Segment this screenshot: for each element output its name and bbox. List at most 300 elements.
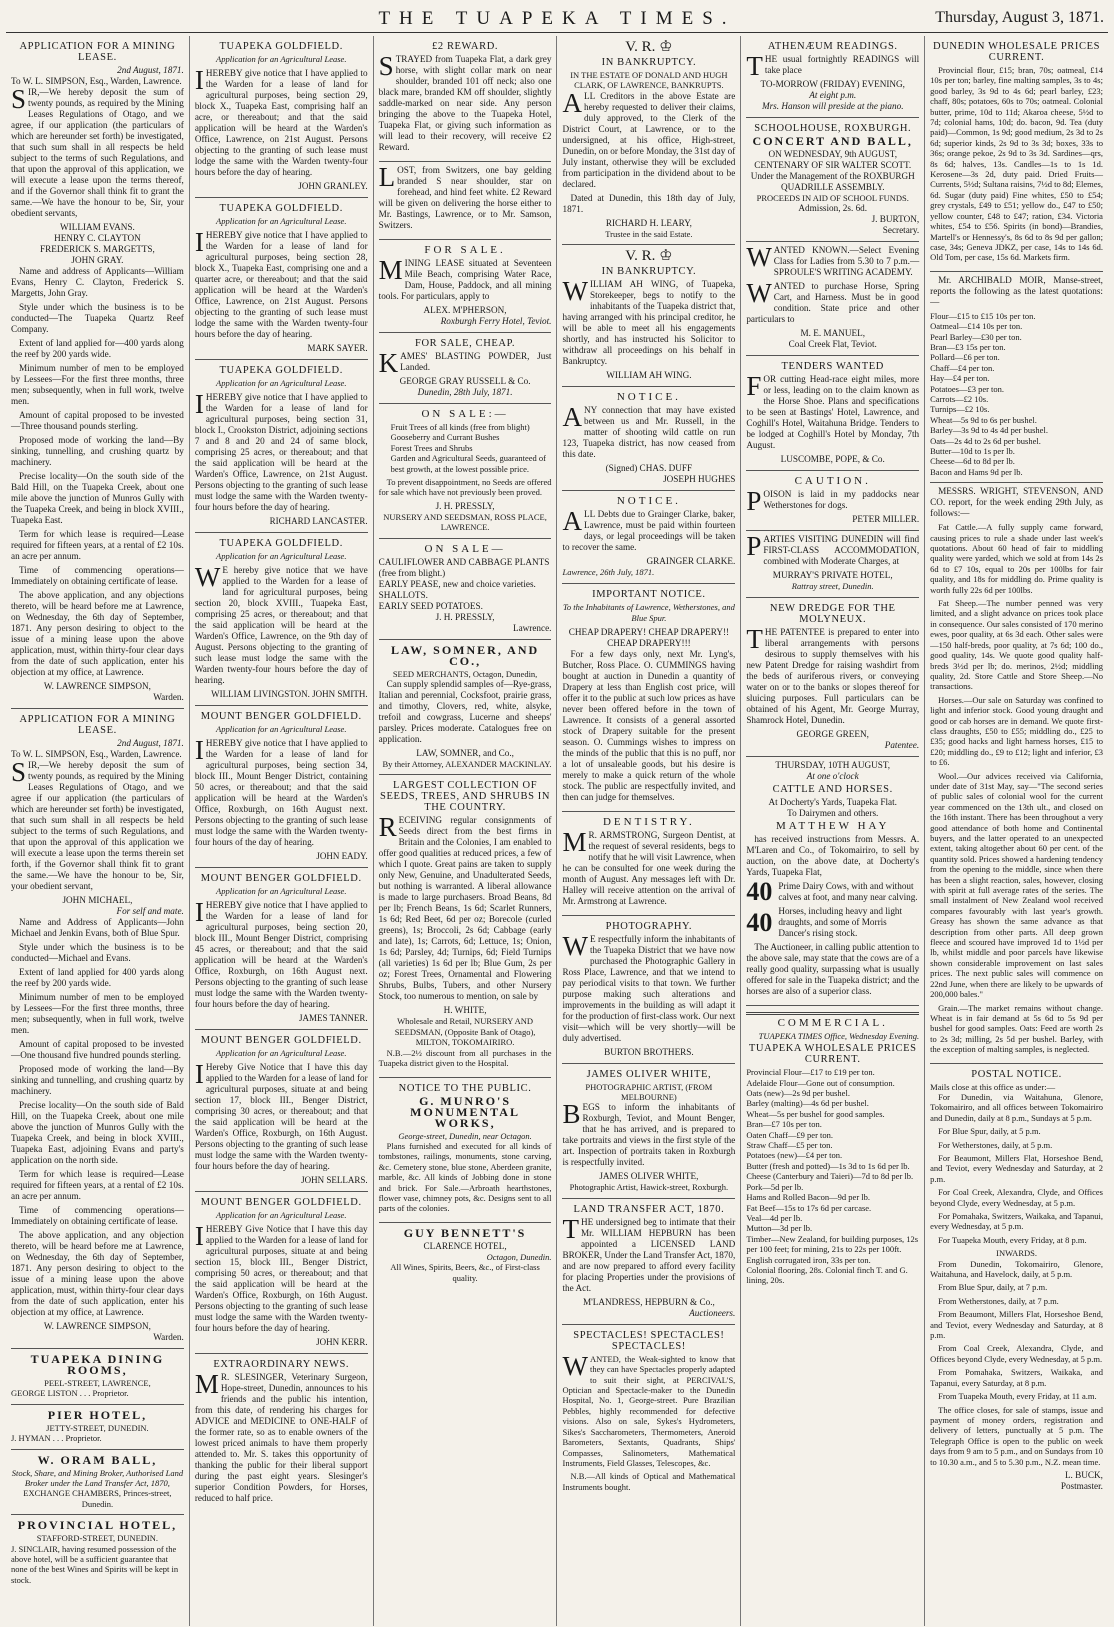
detail: Proposed mode of working the land—By sinking and tunnelling, and crushing quartz by machinery. [11, 1064, 184, 1096]
signature-place: Roxburgh Ferry Hotel, Teviot. [440, 316, 552, 326]
signature: JOSEPH HUGHES [663, 474, 736, 485]
extraordinary-news [195, 1354, 368, 1512]
business-address: STAFFORD-STREET, DUNEDIN. [36, 1533, 159, 1544]
ad-subheading: Application for an Agricultural Lease. [216, 1210, 347, 1220]
schedule-item: For Blue Spur, daily, at 5 p.m. [938, 1126, 1041, 1137]
schedule-item: From Pomahaka, Switzers, Waikaka, and Tapanui, every Saturday, at 8 p.m. [930, 1367, 1103, 1388]
signature: M. E. MANUEL, [800, 328, 866, 339]
ad-note: The Auctioneer, in calling public attention to the above sale, may state that the cows are of a really good quality, surpassing what is usually offered for sale in the Tuapeka district; and the horses are also of a superior class. [746, 941, 920, 996]
ad-heading: ON SALE:— [421, 408, 509, 420]
ad-heading: MOUNT BENGER GOLDFIELD. [200, 1197, 362, 1208]
list-item: SHALLOTS. [378, 589, 428, 600]
ad-subheading: To the Inhabitants of Lawrence, Wetherstones, and Blue Spur. [562, 601, 735, 623]
ad-body: FOR cutting Head-race eight miles, more or less, leading on to the claim known as the Horse Shoe. Plans and specifications to be seen at Bastings' Hotel, Lawrence, and Coghill's Hotel, Waitahuna Bridge. Tenders to be lodged at Coghill's Hotel by Monday, 7th August. [746, 371, 920, 451]
ad-body: Plans furnished and executed for all kinds of tombstones, railings, monuments, stone carving, &c. Cemetery stone, blue stone, Aberdeen granite, marble, &c. All kinds of Jobbing done in stone and brick. For Sale.—Arbroath hearthstones, flower vase, chimney pots, &c. Designs sent to all parts of the colonies. [378, 1140, 552, 1214]
report-paragraph: Grain.—The market remains without change. Wheat is in fair demand at 5s 6d to 5s 9d per bushel for good samples. Oats: Feed are worth 2s to 2s 3d; milling, 2s 5d per bushel. Barley, with the exception of malting samples, is neglected. [930, 1002, 1103, 1055]
office-line: TUAPEKA TIMES Office, Wednesday Evening. [758, 1030, 920, 1041]
detail: Minimum number of men to be employed by Lessees—For the first three months, three men; subsequently, when in full work, twelve men. [11, 992, 184, 1035]
lot-count: 40 [746, 907, 773, 937]
ad-body: WE hereby give notice that we have applied to the Warden for a lease of land for agricultural purposes, being section 20, block XVIII., Tuapeka East, comprising 25 acres, or thereabout; and that the said application will be heard at the Warden's Office, Lawrence, on the 9th day of August. Persons objecting to the granting of such lease must lodge the same with the Warden twenty-four hours before the day of hearing. [194, 562, 368, 685]
signature: MARK SAYER. [307, 343, 368, 353]
ad-body: BEGS to inform the inhabitants of Roxburgh, Teviot, and Mount Benger, that he has arrived, and is prepared to take portraits and views in the first style of the art. Inspection of portraits taken in Roxburgh is respectfully invited. [562, 1099, 736, 1168]
ad-heading: IN BANKRUPTCY. [601, 266, 697, 278]
ad-body: WANTED KNOWN.—Select Evening Class for Ladies from 5.30 to 7 p.m.—SPROULE'S WRITING ACADEMY. [746, 242, 920, 278]
pier-hotel-ad [11, 1405, 184, 1450]
ad-body: SIR,—We hereby deposit the sum of twenty pounds, as required by the Mining Leases Regulations of Otago, and we agree if our application (the particulars of which are hereunder set forth) be investigated, that such sum shall in all respects be held subject to the terms of such Regulations, and that upon the approval of this application we will execute a lease upon the terms therein set forth, if the Governor shall think fit to grant the same.—We have the honour to be, Sir, your obedient servant, [11, 757, 184, 891]
detail: Time of commencing operations—Immediately on obtaining certificate of lease. [11, 565, 184, 586]
ad-heading: IN BANKRUPTCY. [601, 57, 697, 68]
price-item: Potatoes—£3 per ton. [930, 383, 1005, 394]
ad-body: WANTED, the Weak-sighted to know that they can have Spectacles properly adapted to suit their sight, at PERCIVAL'S, Optician and Spectacle-maker to the Dunedin Hospital, No. 1, George-street. Pure Brazilian Pebbles, highly recommended for defective visions. Also on sale, Sykes's Hydrometers, Sikes's Saccharometers, Thermometers, Aneroid Barometers, Sextants, Quadrants, Ships' Compasses, Salinometers, Mathematical Instruments, Field Glasses, Telescopes, &c. [562, 1350, 736, 1468]
price-item: Bran—£7 10s per ton. [746, 1119, 822, 1130]
signature-role: Patentee. [884, 739, 920, 750]
mail-schedule [930, 1092, 1103, 1245]
price-item: Oatmeal—£14 10s per ton. [930, 321, 1023, 332]
ad-note: To prevent disappointment, no Seeds are offered for sale which have not previously been proved. [378, 477, 552, 498]
lot-description: Horses, including heavy and light draughts, and some of Morris Dancer's rising stock. [778, 905, 903, 938]
signature-role: Auctioneers. [689, 1307, 736, 1318]
detail: Term for which lease is required—Lease required for fifteen years, at a rental of £2 10s. an acre per annum. [11, 1169, 184, 1201]
goldfield-notice [195, 1030, 368, 1192]
ad-date: Dated at Dunedin, this 18th day of July, 1871. [562, 192, 736, 214]
ad-heading: ON SALE— [424, 542, 506, 555]
business-name: TUAPEKA DINING ROOMS, [30, 1352, 165, 1377]
signature: W. LAWRENCE SIMPSON, [43, 1321, 151, 1331]
ad-heading: LAND TRANSFER ACT, 1870. [573, 1203, 725, 1215]
photographic-artist-ad [562, 1064, 735, 1199]
signature: GRAINGER CLARKE. [646, 556, 736, 567]
columns [6, 36, 1108, 1626]
price-item: Pork—5d per lb. [746, 1181, 804, 1192]
ad-heading: SCHOOLHOUSE, ROXBURGH. [754, 123, 912, 134]
dateline: 2nd August, 1871. [117, 65, 184, 75]
moir-quotations [930, 272, 1103, 484]
cattle-auction-ad [746, 757, 919, 1006]
ad-body: IHEREBY give notice that I have applied to the Warden for a lease of land for agricultural purposes, being section 28, block X., Tuapeka East, comprising one and a quarter acre, or thereabout; and that the said application will be heard at the Warden's Office, Lawrence, on 21st August. Persons objecting to the granting of such lease must lodge the same with the Warden twenty-four hours before the day of hearing. [194, 227, 368, 339]
list-item: EARLY PEASE, new and choice varieties. [378, 578, 536, 589]
proprietor: GEORGE LISTON . . . Proprietor. [11, 1388, 129, 1399]
price-item: Wheat—5s 9d to 6s per bushel. [930, 414, 1037, 425]
ad-heading: GUY BENNETT'S [403, 1225, 527, 1240]
signature: J. BURTON, [871, 214, 920, 225]
ad-heading: SPECTACLES! SPECTACLES! SPECTACLES! [573, 1329, 725, 1352]
important-notice-drapery [562, 584, 735, 812]
signature: (Signed) CHAS. DUFF [605, 463, 693, 474]
monumental-works-ad [379, 1078, 552, 1223]
ad-body: All Wines, Spirits, Beers, &c., of First-class quality. [390, 1262, 540, 1283]
signature: M'LANDRESS, HEPBURN & Co., [582, 1296, 715, 1307]
ad-subheading: Application for an Agricultural Lease. [216, 378, 347, 388]
provincial-hotel-ad [11, 1515, 184, 1590]
lot-cows [746, 877, 919, 907]
signer: JOHN MICHAEL, [62, 895, 133, 905]
ad-heading: NOTICE TO THE PUBLIC. [398, 1082, 532, 1094]
ad-body: THE usual fortnightly READINGS will take place [746, 51, 920, 81]
ad-subheading: TUAPEKA WHOLESALE PRICES CURRENT. [748, 1043, 917, 1066]
ad-time: At eight p.m. [809, 90, 857, 100]
ad-date: THURSDAY, 10TH AUGUST, [775, 759, 891, 770]
reward-ad [379, 36, 552, 162]
ad-note: Mrs. Hanson will preside at the piano. [761, 101, 904, 111]
price-item: Pearl Barley—£30 per ton. [930, 331, 1022, 342]
detail: Name and Address of Applicants—John Michael and Jenkin Evans, both of Blue Spur. [11, 917, 184, 938]
price-item: Mutton—3d per lb. [746, 1223, 813, 1234]
proprietor: J. HYMAN . . . Proprietor. [11, 1433, 102, 1444]
dunedin-prices [930, 36, 1103, 272]
ad-body: WE respectfully inform the inhabitants of the Tuapeka District that we have now purchased the Photographic Gallery in Ross Place, Lawrence, and that we intend to pay periodical visits to that town. We further purpose making such alterations and improvements in the building as will adapt it for the production of first-class work. Our next visit—which will be very shortly—will be duly advertised. [562, 930, 736, 1043]
ad-heading: EXTRAORDINARY NEWS. [213, 1359, 350, 1370]
postal-notice [930, 1064, 1103, 1497]
ad-body: IHEREBY Give Notice that I have this day applied to the Warden for a lease of land for agricultural purposes, situate at and being section 15, block III., Benger District, comprising 50 acres, or thereabout; and that the said application will be heard at the Warden's Office, Roxburgh, on 16th August. Persons objecting to the granting of such lease must lodge the same with the Warden twenty-four hours before the day of hearing. [194, 1221, 368, 1333]
lot-count: 40 [746, 877, 773, 907]
royal-crest-icon: V. R. ♔ [625, 39, 673, 55]
seeds-collection-ad [379, 775, 552, 1077]
signature-role: Secretary. [882, 225, 920, 236]
goldfield-notice [195, 706, 368, 868]
ad-heading: MOUNT BENGER GOLDFIELD. [200, 1035, 362, 1046]
goldfield-notice [195, 360, 368, 533]
signature: W. LAWRENCE SIMPSON, [43, 681, 151, 691]
detail: Minimum number of men to be employed by Lessees—For the first three months, three men; subsequently, when in full work, twelve men. [11, 363, 184, 406]
price-item: Cheese—6d to 8d per lb. [930, 456, 1015, 467]
mining-lease-application-1 [11, 36, 184, 709]
ad-body: Can supply splendid samples of—Rye-grass, Italian and perennial, Cocksfoot, prairie grass, and timothy, Clovers, red, white, alsyke, trefoil and cowgrass, Lucerne and sheeps' parsley. Prices moderate. Catalogues free on application. [378, 679, 552, 745]
law-somner-ad [379, 640, 552, 776]
ad-body: WANTED to purchase Horse, Spring Cart, and Harness. Must be in good condition. State price and other particulars to [746, 278, 920, 325]
ad-time: At one o'clock [806, 770, 859, 781]
column-4 [557, 36, 741, 1626]
schedule-item: For Beaumont, Millers Flat, Horseshoe Bend, and Teviot, every Wednesday and Saturday, at 2 p.m. [930, 1152, 1103, 1184]
business-address: PEEL-STREET, LAWRENCE, [44, 1378, 151, 1388]
detail: Extent of land applied for—400 yards along the reef by 200 yards wide. [11, 338, 184, 359]
notice-grainger-clarke [562, 491, 735, 583]
signature: RICHARD H. LEARY, [605, 217, 692, 228]
dredge-ad [746, 598, 919, 757]
ad-heading: APPLICATION FOR A MINING LEASE. [19, 41, 176, 63]
price-item: Hams and Rolled Bacon—9d per lb. [746, 1192, 871, 1203]
price-list [930, 311, 1103, 478]
lost-horse-ad [379, 162, 552, 240]
ad-heading: ATHENÆUM READINGS. [767, 41, 898, 52]
lot-description: Prime Dairy Cows, with and without calves at foot, and many near calving. [778, 880, 918, 902]
land-transfer-ad [562, 1199, 735, 1325]
detail: Precise locality—On the south side of the Bald Hill, on the Tuapeka Creek, about one mile above the junction of Munros Gully with the Tuapeka Creek, and being in block XVIII., Tuapeka East. [11, 471, 184, 525]
schedule-item: From Dunedin, Tokomairiro, Glenore, Waitahuna, and Havelock, daily, at 5 p.m. [930, 1258, 1103, 1280]
schedule-item: From Tuapeka Mouth, every Friday, at 11 a.m. [938, 1391, 1097, 1402]
newspaper-title: THE TUAPEKA TIMES. [378, 8, 736, 29]
signature-place: Coal Creek Flat, Teviot. [788, 339, 877, 350]
price-item: Chaff—£4 per ton. [930, 362, 995, 373]
price-item: English corrugated iron, 33s per ton. [746, 1254, 871, 1265]
column-5 [741, 36, 925, 1626]
ad-note: The office closes, for sale of stamps, issue and payment of money orders, registration and delivery of letters, punctually at 5 p.m. The Telegraph Office is open to the public on week days from 9 am to 5 p.m., and on Sundays from 10 to 10.30 a.m., and 5 to 5.30 p.m., N.Z. mean time. [930, 1404, 1103, 1467]
athenaeum-readings-ad [746, 36, 919, 118]
royal-crest-icon: V. R. ♔ [625, 248, 673, 265]
ad-heading: MOUNT BENGER GOLDFIELD. [200, 711, 362, 722]
signature: GEORGE GREEN, [796, 728, 869, 739]
signature: PETER MILLER. [852, 514, 920, 525]
ad-subheading: Application for an Agricultural Lease. [216, 216, 347, 226]
detail: Term for which lease is required—Lease required for fifteen years, at a rental of £2 10s. an acre per annum. [11, 529, 184, 561]
price-item: Carrots—£2 10s. [930, 393, 989, 404]
ad-note: N.B.—2½ discount from all purchases in the Tuapeka district given to the Hospital. [378, 1047, 552, 1069]
signature: JOHN EADY. [316, 851, 368, 861]
ad-heading: NOTICE. [616, 495, 681, 508]
ad-heading: LARGEST COLLECTION OF SEEDS, TREES, AND SHRUBS IN THE COUNTRY. [380, 780, 551, 814]
signature: JOHN KERR. [316, 1337, 368, 1347]
business-address: Stock, Share, and Mining Broker, Authorised Land Broker under the Land Transfer Act, 1870, [11, 1467, 184, 1489]
ad-subheading: Application for an Agricultural Lease. [216, 886, 347, 896]
signature: GEORGE GRAY RUSSELL & Co. [399, 376, 531, 386]
ad-heading: JAMES OLIVER WHITE, [586, 1068, 712, 1080]
column-2 [190, 36, 374, 1626]
business-name: G. MUNRO'S MONUMENTAL WORKS, [410, 1093, 520, 1130]
detail: Time of commencing operations—Immediately on obtaining certificate of lease. [11, 1205, 184, 1226]
detail: Style under which the business is to be conducted—The Tuapeka Quartz Reef Company. [11, 302, 184, 334]
ad-lead: TO-MORROW (FRIDAY) EVENING, [760, 79, 905, 89]
ad-date: Lawrence, 26th July, 1871. [562, 567, 655, 578]
column-3 [374, 36, 558, 1626]
proprietor: EXCHANGE CHAMBERS, Princes-street, Dunedin. [23, 1488, 172, 1509]
clarence-hotel-ad [379, 1223, 552, 1288]
ad-body: PARTIES VISITING DUNEDIN will find FIRST-CLASS ACCOMMODATION, combined with Moderate Charges, at [746, 531, 920, 567]
signer-note: For self and mate. [116, 906, 184, 916]
ad-body: MR. ARMSTRONG, Surgeon Dentist, at the request of several residents, begs to notify that he will visit Lawrence, when he can be consulted for one week during the month of August. Any messages left with Dr. Halley will receive attention on the arrival of Mr. Armstrong at Lawrence. [562, 826, 736, 906]
commercial-section [746, 1006, 919, 1291]
blasting-powder-ad [379, 333, 552, 404]
spectacles-ad [562, 1325, 735, 1500]
price-item: Adelaide Flour—Gone out of consumption. [746, 1077, 895, 1088]
detail: Amount of capital proposed to be invested—One thousand five hundred pounds sterling. [11, 1039, 184, 1060]
ad-heading: DENTISTRY. [602, 815, 695, 828]
ad-body: IHEREBY give notice that I have applied to the Warden for a lease of land for agricultural purposes, being section 31, block I., Crookston District, adjoining sections 7 and 8 and 20 and 24 of same block, comprising 25 acres, or thereabout; and that the said application will be heard at the Warden's Office, Lawrence, on 21st August. Persons objecting to the granting of such lease must lodge the same with the Warden twenty-four hours before the day of hearing. [194, 389, 368, 512]
ad-heading: FOR SALE. [424, 244, 506, 256]
proprietor: J. SINCLAIR, having resumed possession of the above hotel, will be a sufficient guarantee that none of the best Wines and Spirits will be kept in stock. [11, 1543, 179, 1585]
price-list [746, 1067, 919, 1286]
admission-price: Admission, 2s. 6d. [798, 203, 868, 214]
price-item: Barley (malting)—4s 6d per bushel. [746, 1098, 869, 1109]
price-item: Timber—New Zealand, for building purposes, 12s per 100 feet; for mining, 21s to 22s per 100ft. [746, 1233, 919, 1255]
ad-body: MINING LEASE situated at Seventeen Mile Beach, comprising Water Race, Dam, House, Paddock, and all mining tools. For particulars, apply to [378, 255, 552, 301]
ad-heading: NOTICE. [616, 391, 681, 404]
schedule-item: From Beaumont, Millers Flat, Horseshoe Bend, and Teviot, every Wednesday and Saturday, at 8 p.m. [930, 1309, 1103, 1341]
detail: Precise locality—On the south side of Bald Hill, on the Tuapeka Creek, about one mile above the junction of Munros Gully with the Tuapeka Creek, and being in block XVIII., Tuapeka East, adjoining Evans and party's application on the north side. [11, 1100, 184, 1165]
ad-body: ANY connection that may have existed between us and Mr. Russell, in the matter of shooting wild cattle on run 123, Tuapeka district, has now ceased from this date. [562, 402, 736, 460]
ad-body: ALL Creditors in the above Estate are hereby requested to deliver their claims, duly approved, to the Clerk of the District Court, at Lawrence, or to the undersigned, at his office, High-street, Dunedin, on or before Monday, the 31st day of July instant, otherwise they will be excluded from participation in the dividend about to be declared. [562, 87, 736, 189]
business-address: JETTY-STREET, DUNEDIN. [46, 1422, 149, 1433]
signer: WILLIAM EVANS. [59, 222, 135, 232]
ad-subheading: PHOTOGRAPHIC ARTIST, (FROM MELBOURNE) [585, 1081, 713, 1103]
ad-subheading: Application for an Agricultural Lease. [216, 551, 347, 561]
ad-body: STRAYED from Tuapeka Flat, a dark grey horse, with slight collar mark on near shoulder, branded 101 off neck; also one black mare, branded KM off shoulder, slightly saddle-marked on near side. Any person bringing the above to the Tuapeka Hotel, Tuapeka Flat, or giving such information as will lead to their recovery, will receive £2 Reward. [378, 51, 552, 152]
ad-heading: IMPORTANT NOTICE. [592, 588, 706, 600]
report-paragraph: Wool.—Our advices received via California, under date of 31st May, say—"The second series of public sales of colonial wool for the current year commenced on the 13th ult., and closed on the 16th instant. There has been throughout a very good attendance of both home and Continental buyers, and the latter operated to an unexpected extent, taking altogether about 60 per cent. of the quantity sold. Prices showed a hardening tendency from the opening to the middle, since when there has been a slight reaction, sales, however, closing with spirit at full average rates of the series. The small instalment of New Zealand wool received compares favourably with last year's growth. Greasy has shown the same advance as that description from other parts. All deep grown fleece and scoured have improved 1d to 1½d per lb, whilst middle and poor parcels have likewise shown considerable improvement on last sales prices. The next public sales will commence on 22nd June, when there are likely to be upwards of 200,000 bales." [930, 770, 1103, 1000]
ad-body: MR. SLESINGER, Veterinary Surgeon, Hope-street, Dunedin, announces to his friends and the public his intention, from this date, of rendering his charges for ADVICE and MEDICINE to ONE-HALF of the former rate, so as to enable owners of the lowest priced animals to have them properly attended to. Mr. S. takes this opportunity of thanking the public for their liberal support during the past eight years. Slesinger's superior Condition Powders, for Horses, reduced to half price. [194, 1369, 368, 1503]
price-item: Veal—4d per lb. [746, 1212, 803, 1223]
ad-subheading: George-street, Dunedin, near Octagon. [398, 1130, 532, 1141]
ad-heading: MOUNT BENGER GOLDFIELD. [200, 873, 362, 884]
ad-heading: TUAPEKA GOLDFIELD. [219, 203, 343, 214]
issue-date: Thursday, August 3, 1871. [935, 9, 1104, 26]
ad-heading: DUNEDIN WHOLESALE PRICES CURRENT. [933, 41, 1101, 63]
ad-body: THE undersigned beg to intimate that their Mr. WILLIAM HEPBURN has been appointed a LICENSED LAND BROKER, Under the Land Transfer Act, 1870, and are now prepared to afford every facility for placing Properties under the provisions of the Act. [562, 1213, 736, 1293]
ad-title: CENTENARY OF SIR WALTER SCOTT. [754, 160, 912, 170]
ad-lead: Mails close at this office as under:— [930, 1081, 1056, 1092]
ad-body: IHEREBY give notice that I have applied to the Warden for a lease of land for agricultural purposes, being section 29, block X., Tuapeka East, comprising half an acre, or thereabout; and that the said application will be heard at the Warden's Office, Lawrence, on 21st August. Persons objecting to the granting of such lease must lodge the same with the Warden twenty-four hours before the day of hearing. [194, 65, 368, 177]
ad-note: N.B.—All kinds of Optical and Mathematical Instruments bought. [562, 1471, 736, 1492]
schedule-item: From Blue Spur, daily, at 7 p.m. [938, 1282, 1048, 1293]
mining-lease-application-2 [11, 709, 184, 1349]
price-item: Cheese (Canterbury and Taieri)—7d to 8d per lb. [746, 1171, 914, 1182]
goldfield-notice [195, 198, 368, 360]
price-item: Barley—3s 9d to 4s 4d per bushel. [930, 425, 1048, 436]
bankruptcy-notice-2 [562, 245, 735, 387]
ad-body: WILLIAM AH WING, of Tuapeka, Storekeeper, begs to notify to the inhabitants of the Tuapeka district that, having arranged with his principal creditor, he will be able to meet all his engagements shortly, and has instructed his Solicitor to withdraw all proceedings on his behalf in Bankruptcy. [562, 276, 736, 367]
ad-body: For a few days only, next Mr. Lyng's, Butcher, Ross Place. O. CUMMINGS having bought at auction in Dunedin a quantity of Drapery at less than English cost price, will offer it to the public at such low prices as have never been offered before in the town of Lawrence. It consists of a general assorted stock of Drapery suitable for the present season. O. Cummings wishes to impress on the minds of the public that this is no puff, nor a lot of unsaleable goods, but his desire is merely to make a quick return of the whole stock. The public are respectfully invited, and then can judge for themselves. [562, 648, 736, 802]
ad-body: KAMES' BLASTING POWDER, Just Landed. [378, 348, 552, 378]
ad-lead: CONCERT AND BALL, [752, 134, 913, 148]
signature-place: By their Attorney, ALEXANDER MACKINLAY. [382, 759, 552, 770]
signature: WILLIAM LIVINGSTON. JOHN SMITH. [211, 689, 368, 699]
ad-subheading: SEED MERCHANTS, Octagon, Dunedin, [392, 668, 538, 679]
signature-place: Lawrence. [512, 622, 552, 633]
price-item: Potatoes (new)—£4 per ton. [746, 1150, 843, 1161]
signature: BURTON BROTHERS. [604, 1046, 694, 1057]
section-heading: COMMERCIAL. [777, 1016, 888, 1029]
price-item: Oats (new)—2s 9d per bushel. [746, 1088, 850, 1099]
dateline: 2nd August, 1871. [117, 738, 184, 748]
schedule-item: For Tuapeka Mouth, every Friday, at 8 p.m. [938, 1234, 1087, 1245]
price-item: Butter (fresh and potted)—1s 3d to 1s 6d per lb. [746, 1160, 910, 1171]
for-sale-ad [379, 240, 552, 333]
price-item: Hay—£4 per ton. [930, 373, 990, 384]
business-name: W. ORAM BALL, [37, 1452, 158, 1467]
price-item: Flour—£15 to £15 10s per ton. [930, 310, 1036, 321]
price-item: Oats—2s 4d to 2s 6d per bushel. [930, 435, 1041, 446]
price-item: Turnips—£2 10s. [930, 404, 990, 415]
business-name: MURRAY'S PRIVATE HOTEL, [772, 570, 893, 581]
detail: The above application, and any objection thereto, will be heard before me at Lawrence, on Wednesday, the 6th day of September, 1871. Any person desiring to object to the issue of a mining lease upon the above application, must, within thirty-four clear days from the date of such application, enter his objection at my office, at Lawrence. [11, 1230, 184, 1317]
price-item: Wheat—5s per bushel for good samples. [746, 1108, 885, 1119]
ad-subheading: IN THE ESTATE OF DONALD AND HUGH CLARK, OF LAWRENCE, BANKRUPTS. [570, 70, 728, 91]
detail: Extent of land applied for 400 yards along the reef by 200 yards wide. [11, 967, 184, 988]
wright-stevenson-report [930, 483, 1103, 1063]
ad-note: PROCEEDS IN AID OF SCHOOL FUNDS. [756, 193, 909, 203]
ad-heading: LAW, SOMNER, AND CO., [390, 642, 540, 668]
report-paragraph: Fat Sheep.—The number penned was very limited, and a slight advance on prices took place in consequence. Our sales consisted of 170 merino ewes, poor quality, at 6s 3d each. Other sales were—150 half-breds, poor quality, at 7s 6d; 100 do., good quality, 14s. We quote good quality half-breds 3½d per lb; do. merinos, 2½d; middling quality, 2d. Store Cattle and Store Sheep.—No transactions. [930, 598, 1103, 692]
business-name: PROVINCIAL HOTEL, [17, 1518, 178, 1533]
oram-ball-ad [11, 1450, 184, 1516]
ad-body: has received instructions from Messrs. A. M'Laren and Co., of Tokomairiro, to sell by auction, on the above date, at Docherty's Yards, Tuapeka Flat, [746, 833, 920, 877]
ad-body: ALL Debts due to Grainger Clarke, baker, Lawrence, must be paid within fourteen days, or legal proceedings will be taken to recover the same. [562, 506, 736, 553]
price-item: Provincial Flour—£17 to £19 per ton. [746, 1067, 875, 1078]
detail: Name and address of Applicants—William Evans, Henry C. Clayton, Frederick S. Margetts, John Gray. [11, 266, 184, 298]
goldfield-notice [195, 533, 368, 706]
schedule-item: For Wetherstones, daily, at 5 p.m. [938, 1139, 1053, 1150]
schedule-item: From Coal Creek, Alexandra, Clyde, and Offices beyond Clyde, every Wednesday, at 5 p.m. [930, 1343, 1103, 1364]
signature: RICHARD LANCASTER. [269, 516, 368, 526]
price-item: Fat Beef—15s to 17s 6d per carcase. [746, 1202, 872, 1213]
list-item: Fruit Trees of all kinds (free from blight) [390, 422, 530, 432]
signature: WILLIAM AH WING. [606, 370, 692, 381]
dining-rooms-ad [11, 1349, 184, 1405]
column-6 [925, 36, 1108, 1626]
salutation: To W. L. SIMPSON, Esq., Warden, Lawrence. [11, 749, 182, 759]
lot-horses [746, 906, 919, 939]
detail: Amount of capital proposed to be invested—Three thousand pounds sterling. [11, 410, 184, 431]
ad-heading: TENDERS WANTED [781, 361, 884, 373]
masthead [6, 6, 1108, 33]
ad-place: At Docherty's Yards, Tuapeka Flat. [768, 796, 897, 807]
signature: JAMES OLIVER WHITE, [599, 1171, 699, 1182]
goldfield-notice [195, 36, 368, 198]
caution-ad [746, 471, 919, 531]
ad-lead: CHEAP DRAPERY! CHEAP DRAPERY!! CHEAP DRAPERY!!! [568, 626, 730, 648]
list-item: Gooseberry and Currant Bushes [390, 432, 500, 443]
ad-body: THE PATENTEE is prepared to enter into liberal arrangements with persons desirous to supply themselves with his new Patent Dredge for raising washdirt from the beds of auriferous rivers, or conveying water on or to the banks or slopes thereof for sluicing purposes. Full particulars can be obtained of his Agent, Mr. George Murray, Shamrock Hotel, Dunedin. [746, 623, 920, 725]
ad-heading: TUAPEKA GOLDFIELD. [219, 365, 343, 376]
price-item: Straw Chaff—£5 per ton. [746, 1140, 833, 1151]
ad-body: IHEREBY give notice that I have applied to the Warden for a lease of land for agricultural purposes, being section 34, block III., Mount Benger District, containing 50 acres, or thereabout; and that the said application will be heard at the Warden's Office, Roxburgh, on 16th August next. Persons objecting to the granting of such lease must lodge the same with the Warden twenty-four hours of the day of hearing. [194, 735, 368, 847]
ad-subheading: Application for an Agricultural Lease. [216, 54, 347, 64]
list-item: EARLY SEED POTATOES. [378, 600, 483, 611]
inwards-heading: INWARDS. [996, 1248, 1037, 1259]
signer: JOHN GRAY. [71, 255, 124, 265]
signature: ALEX. M'PHERSON, [423, 305, 507, 315]
ad-body: SIR,—We hereby deposit the sum of twenty pounds, as required by the Mining Leases Regulations of Otago, and we agree, if our application (the particulars of which are hereunder set forth) be investigated, that such sum shall in all respects be held subject to the terms of such Regulations, and that upon the approval of this application, we will execute a lease upon the terms thereof, and if the Governor shall think fit to grant the same.—We have the honour to be, Sir, your obedient servants, [11, 84, 184, 218]
signer: HENRY C. CLAYTON [54, 233, 141, 243]
signature: LAW, SOMNER, and Co., [416, 748, 514, 759]
schedule-item: For Coal Creek, Alexandra, Clyde, and Offices beyond Clyde, every Wednesday, at 5 p.m. [930, 1187, 1103, 1208]
ad-heading: TUAPEKA GOLDFIELD. [219, 41, 343, 52]
private-hotel-ad [746, 531, 919, 597]
signature-place: Dunedin, 28th July, 1871. [417, 387, 513, 397]
signature: J. H. PRESSLY, [435, 611, 495, 622]
ad-subheading: Application for an Agricultural Lease. [216, 1048, 347, 1058]
ad-heading: PHOTOGRAPHY. [605, 920, 693, 932]
signature-place: NURSERY AND SEEDSMAN, ROSS PLACE, LAWRENCE. [383, 511, 547, 533]
ad-body: RECEIVING regular consignments of Seeds direct from the best firms in Britain and the Colonies, I am enabled to offer good qualities at reduced prices, a few of which I quote. Great pains are taken to supply only New, Genuine, and Unadulterated Seeds, but nothing is warranted. A liberal allowance is made to large purchasers. Broad Beans, 8d per lb; French Beans, 1s 6d; Scarlet Runners, 1s 6d; Red Beet, 6d per oz; Borecole (curled greens), 1s; Broccoli, 2s 6d; Cabbage (early and late), 1s; Carrots, 6d; Lettuce, 1s; Onion, 1s 6d; Parsley, 4d; Turnips, 6d; Field Turnips (all varieties) 1s 6d per lb; Blue Gum, 2s per oz; Forest Trees, Ornamental and Flowering Shrubs, Bulbs, Tubers, and other Nursery Stock, too numerous to mention, on sale by [378, 812, 552, 1002]
salutation: To W. L. SIMPSON, Esq., Warden, Lawrence. [11, 76, 182, 86]
business-name: CLARENCE HOTEL, [423, 1240, 507, 1251]
signature: JOHN GRANLEY. [298, 181, 368, 191]
signature: J. H. PRESSLY, [435, 500, 495, 511]
report-paragraph: Horses.—Our sale on Saturday was confined to light and inferior stock. Good young draught and good or cab horses are in demand. We quote first-class draughts, £50 to £55; middling do., £25 to £35; good hacks and light harness horses, £15 to £20; middling do., £9 to £12; light and inferior, £3 to £6. [930, 694, 1103, 768]
schedule-item: For Pomahaka, Switzers, Waikaka, and Tapanui, every Wednesday, at 5 p.m. [930, 1211, 1103, 1232]
goldfield-notice [195, 868, 368, 1030]
ad-audience: To Dairymen and others. [787, 807, 879, 818]
signature: LUSCOMBE, POPE, & Co. [780, 454, 885, 465]
photography-ad [562, 916, 735, 1064]
mail-schedule-inwards [930, 1259, 1103, 1402]
ad-date: ON WEDNESDAY, 9th AUGUST, [768, 149, 897, 159]
report-paragraph: Fat Cattle.—A fully supply came forward, causing prices to rule a shade under last week's quotations. About 60 head of fair to middling quality were yarded, which we sold at from 14s 2s 6d to £7 10s, equal to 20s per 100lbs for fair quality, and 18s for middling do. Prime quality is worth fully 22s 6d per 100lbs. [930, 522, 1103, 595]
ad-heading: CAUTION. [794, 475, 871, 488]
notice-duff-hughes [562, 387, 735, 491]
ad-body: Under the Management of the ROXBURGH QUADRILLE ASSEMBLY. [750, 171, 915, 192]
business-address: Octagon, Dunedin. [486, 1251, 552, 1262]
signature: JOHN SELLARS. [301, 1175, 368, 1185]
signature: JAMES TANNER. [299, 1013, 368, 1023]
price-item: Bran—£3 15s per ton. [930, 341, 1006, 352]
signature-role: Warden. [153, 692, 184, 702]
price-item: Butter—10d to 1s per lb. [930, 446, 1015, 456]
dentistry-ad [562, 812, 735, 916]
ad-heading: TUAPEKA GOLDFIELD. [219, 538, 343, 549]
signature-role: Trustee in the said Estate. [605, 228, 693, 239]
signature: L. BUCK, [1064, 1469, 1103, 1480]
business-name: PIER HOTEL, [47, 1407, 148, 1422]
